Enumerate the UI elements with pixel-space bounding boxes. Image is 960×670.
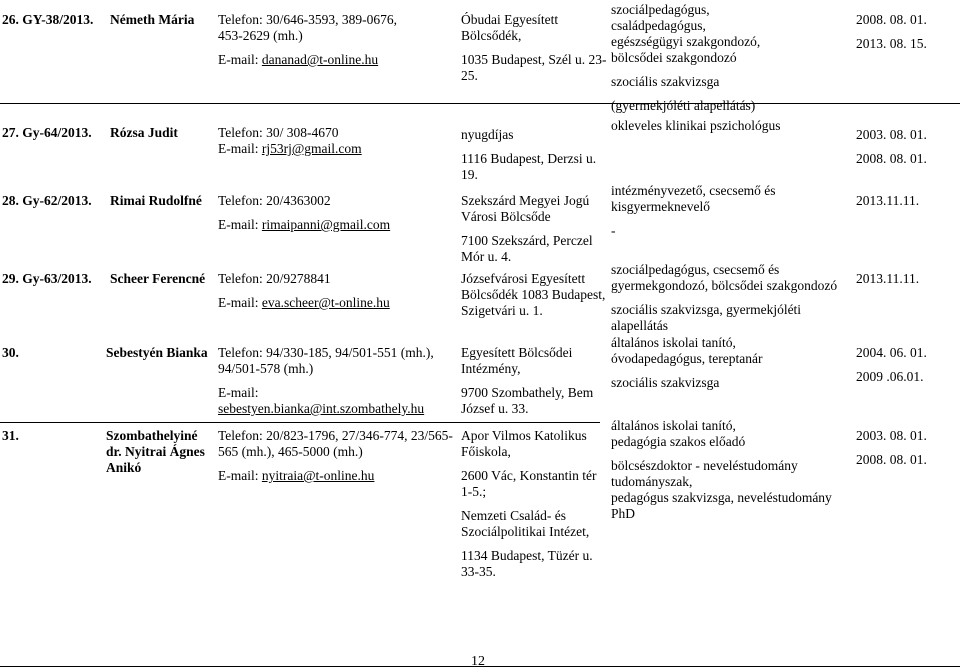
phone-line: 453-2629 (mh.) — [218, 28, 303, 43]
email-row — [218, 468, 374, 484]
qualification-line: családpedagógus, — [611, 18, 706, 33]
date: 2003. 08. 01. — [856, 127, 927, 142]
email-link[interactable]: nyitraia@t-online.hu — [261, 468, 375, 483]
qualification-line: bölcsődei szakgondozó — [611, 50, 737, 65]
institution-line: 33-35. — [461, 564, 496, 579]
date: 2004. 06. 01. — [856, 345, 927, 360]
institution-line: Szociálpolitikai Intézet, — [461, 524, 590, 539]
institution-line: 1035 Budapest, Szél u. 23- — [461, 52, 607, 67]
phone-line: Telefon: 20/823-1796, 27/346-774, 23/565- — [218, 428, 453, 443]
email-link[interactable]: sebestyen.bianka@int.szombathely.hu — [218, 401, 425, 416]
institution-line: 25. — [461, 68, 478, 83]
date: 2003. 08. 01. — [856, 428, 927, 443]
email-link[interactable]: rj53rj@gmail.com — [261, 141, 362, 156]
phone-line: Telefon: 20/4363002 — [218, 193, 331, 208]
date: 2013.11.11. — [856, 271, 920, 286]
institution-line: Szekszárd Megyei Jogú — [461, 193, 590, 208]
phone-line: 94/501-578 (mh.) — [218, 361, 314, 376]
email-link[interactable]: dananad@t-online.hu — [261, 52, 379, 67]
institution-line: Városi Bölcsőde — [461, 209, 551, 224]
qualification-line: kisgyermeknevelő — [611, 199, 710, 214]
record-number: 31. — [2, 428, 19, 443]
qualification-line: gyermekgondozó, bölcsődei szakgondozó — [611, 278, 838, 293]
email-row — [218, 217, 390, 233]
row-divider — [0, 422, 600, 423]
institution-line: 9700 Szombathely, Bem — [461, 385, 594, 400]
institution-line: Szigetvári u. 1. — [461, 303, 543, 318]
email-label: E-mail: — [218, 217, 262, 232]
institution-line: Óbudai Egyesített — [461, 12, 559, 27]
email-label: E-mail: — [218, 141, 262, 156]
phone-line: 565 (mh.), 465-5000 (mh.) — [218, 444, 363, 459]
qualification-line: szociális szakvizsga — [611, 375, 720, 390]
qualification-line: szociális szakvizsga, gyermekjóléti — [611, 302, 802, 317]
institution-line: 1116 Budapest, Derzsi u. — [461, 151, 597, 166]
date: 2008. 08. 01. — [856, 151, 927, 166]
record-number: 29. Gy-63/2013. — [2, 271, 92, 286]
date: 2008. 08. 01. — [856, 12, 927, 27]
person-name-line: dr. Nyitrai Ágnes — [106, 444, 205, 459]
date: 2013.11.11. — [856, 193, 920, 208]
institution-line: 1-5.; — [461, 484, 487, 499]
person-name-line: Anikó — [106, 460, 142, 475]
qualification-line: okleveles klinikai pszichológus — [611, 118, 781, 133]
institution-line: Főiskola, — [461, 444, 511, 459]
institution-line: Nemzeti Család- és — [461, 508, 566, 523]
institution-line: 1134 Budapest, Tüzér u. — [461, 548, 593, 563]
person-name: Rimai Rudolfné — [110, 193, 202, 208]
phone-line: Telefon: 30/ 308-4670 — [218, 125, 339, 140]
qualification-line: pedagógus szakvizsga, neveléstudomány — [611, 490, 832, 505]
record-number: 28. Gy-62/2013. — [2, 193, 92, 208]
page-number: 12 — [471, 654, 485, 669]
qualification-line: (gyermekjóléti alapellátás) — [611, 98, 756, 113]
date: 2009 .06.01. — [856, 369, 924, 384]
email-link[interactable]: rimaipanni@gmail.com — [261, 217, 391, 232]
institution-line: József u. 33. — [461, 401, 529, 416]
person-name: Németh Mária — [110, 12, 195, 27]
record-number: 30. — [2, 345, 19, 360]
person-name: Scheer Ferencné — [110, 271, 206, 286]
institution-line: Apor Vilmos Katolikus — [461, 428, 587, 443]
qualification-line: szociálpedagógus, csecsemő és — [611, 262, 780, 277]
institution-line: 19. — [461, 167, 478, 182]
qualification-line: pedagógia szakos előadó — [611, 434, 746, 449]
qualification-line: általános iskolai tanító, — [611, 335, 736, 350]
email-label: E-mail: — [218, 385, 259, 400]
institution-line: Intézmény, — [461, 361, 521, 376]
qualification-line: tudományszak, — [611, 474, 693, 489]
phone-line: Telefon: 30/646-3593, 389-0676, — [218, 12, 398, 27]
phone-line: Telefon: 20/9278841 — [218, 271, 331, 286]
email-label: E-mail: — [218, 52, 262, 67]
qualification-line: szociálpedagógus, — [611, 2, 710, 17]
person-name: Rózsa Judit — [110, 125, 178, 140]
institution-line: nyugdíjas — [461, 127, 514, 142]
email-row — [218, 295, 390, 311]
record-number: 26. GY-38/2013. — [2, 12, 94, 27]
institution-line: Józsefvárosi Egyesített — [461, 271, 586, 286]
institution-line: Bölcsődék, — [461, 28, 522, 43]
institution-line: 7100 Szekszárd, Perczel — [461, 233, 593, 248]
qualification-line: szociális szakvizsga — [611, 74, 720, 89]
institution-line: 2600 Vác, Konstantin tér — [461, 468, 597, 483]
person-name-line: Szombathelyiné — [106, 428, 198, 443]
row-divider — [0, 103, 960, 104]
record-number: 27. Gy-64/2013. — [2, 125, 92, 140]
qualification-line: egészségügyi szakgondozó, — [611, 34, 761, 49]
date: 2008. 08. 01. — [856, 452, 927, 467]
email-link[interactable]: eva.scheer@t-online.hu — [261, 295, 390, 310]
qualification-line: alapellátás — [611, 318, 668, 333]
qualification-line: óvodapedagógus, tereptanár — [611, 351, 763, 366]
institution-line: Mór u. 4. — [461, 249, 512, 264]
email-label: E-mail: — [218, 295, 262, 310]
qualification-line: általános iskolai tanító, — [611, 418, 736, 433]
email-row — [218, 141, 362, 157]
institution-line: Bölcsődék 1083 Budapest, — [461, 287, 606, 302]
email-row — [218, 52, 378, 68]
qualification-line: PhD — [611, 506, 636, 521]
person-name: Sebestyén Bianka — [106, 345, 208, 360]
date: 2013. 08. 15. — [856, 36, 927, 51]
qualification-line: intézményvezető, csecsemő és — [611, 183, 776, 198]
phone-line: Telefon: 94/330-185, 94/501-551 (mh.), — [218, 345, 434, 360]
institution-line: Egyesített Bölcsődei — [461, 345, 573, 360]
qualification-line: - — [611, 223, 616, 238]
email-label: E-mail: — [218, 468, 262, 483]
qualification-line: bölcsészdoktor - neveléstudomány — [611, 458, 798, 473]
